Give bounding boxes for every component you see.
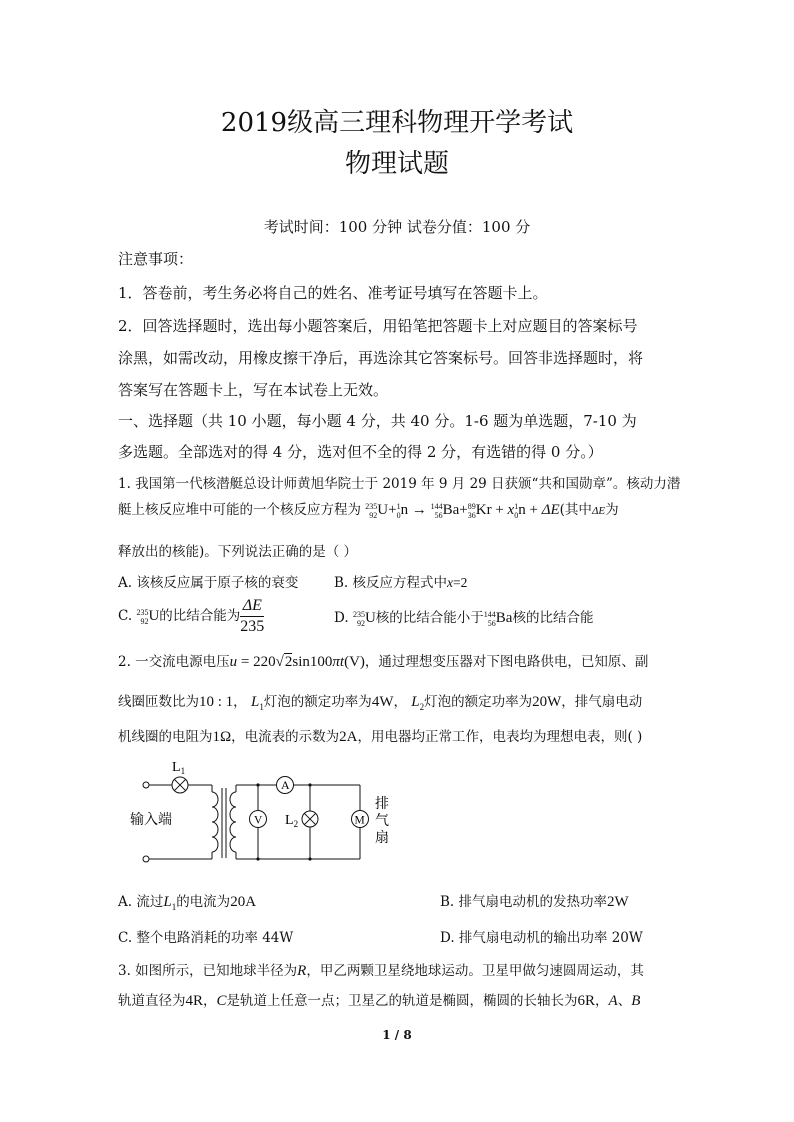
q1-line-1: 1. 我国第一代核潜艇总设计师黄旭华院士于 2019 年 9 月 29 日获颁“共和国勋章”。核动力潜	[118, 476, 681, 492]
title-line-2: 物理试题	[344, 149, 449, 179]
q1-line-3: 释放出的核能)。下列说法正确的是（ ）	[118, 544, 358, 560]
q2-line-2: 线圈匝数比为10 : 1， $L_1$灯泡的额定功率为4W， $L_2$灯泡的额定功率为20W，排气扇电动	[118, 694, 643, 712]
q3-line-1: 3. 如图所示，已知地球半径为R，甲乙两颗卫星绕地球运动。卫星甲做匀速圆周运动，其	[118, 963, 644, 979]
label-fan-2: 气	[375, 814, 389, 829]
notes-item-2-line-1: 2．回答选择题时，选出每小题答案后，用铅笔把答题卡上对应题目的答案标号	[118, 317, 638, 335]
section-1-line-1: 一、选择题（共 10 小题，每小题 4 分，共 40 分。1-6 题为单选题，7-10 为	[118, 412, 637, 430]
primary-coil	[212, 792, 218, 852]
input-terminal-bottom	[143, 856, 149, 862]
section-1-line-2: 多选题。全部选对的得 4 分，选对但不全的得 2 分，有选错的得 0 分。）	[118, 443, 603, 461]
q1-option-c: C. 235 92 U的比结合能为 $\frac{\Delta E}{235}$	[118, 597, 265, 635]
q1-option-b: B. 核反应方程式中x=2	[334, 575, 468, 591]
q1-option-d: D. 235 92 U核的比结合能小于 144 56 Ba核的比结合能	[334, 609, 594, 628]
label-fan-3: 扇	[375, 831, 389, 846]
label-motor: M	[354, 814, 365, 827]
q2-option-a: A. 流过$L_1$的电流为20A	[118, 894, 257, 912]
q2-option-d: D. 排气扇电动机的输出功率 20W	[440, 930, 643, 946]
q3-line-2: 轨道直径为4R，C是轨道上任意一点；卫星乙的轨道是椭圆，椭圆的长轴长为6R，A、B	[118, 993, 641, 1009]
q1-line-2-prefix: 艇上核反应堆中可能的一个核反应方程为	[118, 502, 361, 518]
q2-option-b: B. 排气扇电动机的发热功率2W	[440, 894, 629, 910]
label-fan-1: 排	[375, 797, 389, 812]
exam-info: 考试时间：100 分钟 试卷分值：100 分	[263, 218, 531, 236]
notes-item-2-line-3: 答案写在答题卡上，写在本试卷上无效。	[118, 381, 389, 399]
q1-line-2-end: 为	[605, 502, 619, 518]
label-l2: $L_2$	[285, 813, 299, 829]
u-isotope-label: 235 92	[365, 501, 378, 520]
q2-line-3: 机线圈的电阻为1Ω，电流表的示数为2A，用电器均正常工作，电表均为理想电表，则( )	[118, 729, 643, 745]
circuit-diagram	[128, 754, 398, 872]
q1-line-2	[118, 498, 619, 520]
notes-heading: 注意事项：	[118, 250, 194, 268]
delta-e-inline: ΔE	[591, 505, 606, 517]
q2-line-1: 2. 一交流电源电压u = 220√2sin100πt(V)，通过理想变压器对下图电路供电，已知原、副	[118, 654, 649, 670]
nuclear-equation: 235 92 U+ 1 0 n → 144 56 Ba+ 89 36 Kr + x 1 0 n + ΔE	[365, 501, 560, 520]
input-terminal-top	[143, 782, 149, 788]
q1-c-fraction: $\frac{\Delta E}{235}$	[240, 597, 265, 635]
q2-option-c: C. 整个电路消耗的功率 44W	[118, 930, 294, 946]
q1-option-a: A. 该核反应属于原子核的衰变	[118, 575, 299, 591]
secondary-coil	[230, 792, 236, 852]
label-voltmeter: V	[254, 814, 263, 827]
title-line-1: 2019级高三理科物理开学考试	[220, 108, 574, 138]
q1-line-2-suffix: (其中	[559, 502, 592, 518]
q2-voltage-formula: u = 220√2sin100πt(V)	[229, 654, 365, 670]
label-ammeter: A	[281, 778, 290, 792]
label-input: 输入端	[130, 813, 172, 828]
label-l1: $L_1$	[172, 760, 186, 776]
page-number: 1 / 8	[382, 1028, 412, 1042]
notes-item-1: 1．答卷前，考生务必将自己的姓名、准考证号填写在答题卡上。	[118, 284, 548, 302]
notes-item-2-line-2: 涂黑，如需改动，用橡皮擦干净后，再选涂其它答案标号。回答非选择题时，将	[118, 349, 644, 367]
